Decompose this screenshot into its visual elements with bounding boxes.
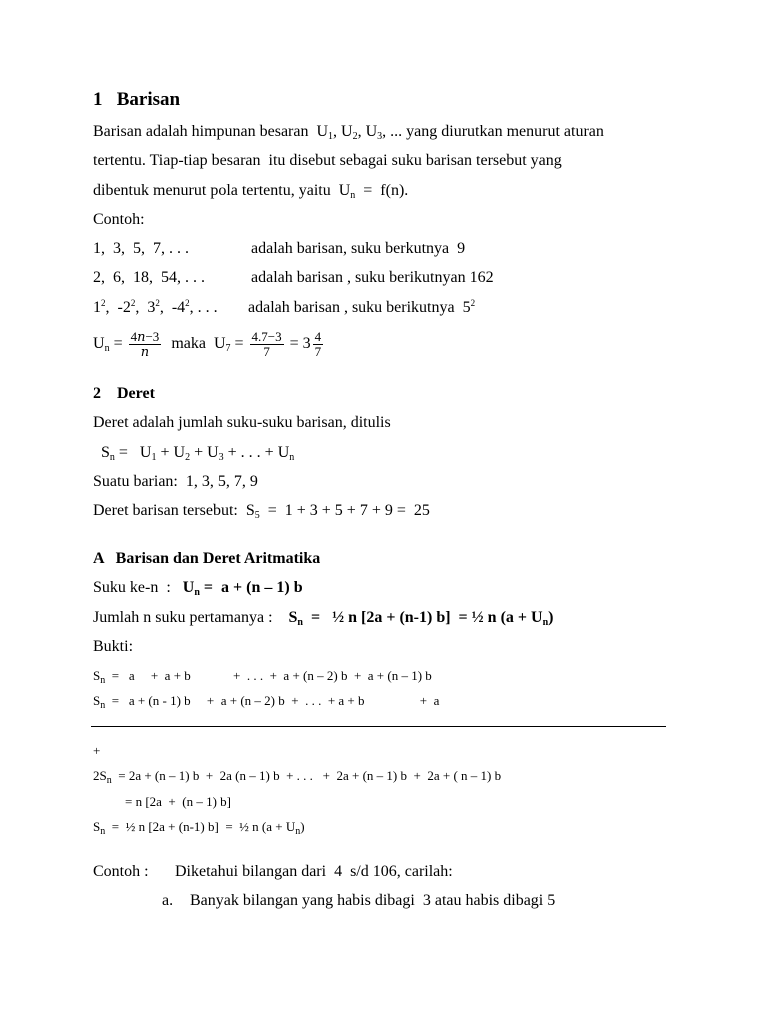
text: S [101,444,110,461]
subscript: n [100,700,106,711]
text: dibentuk menurut pola tertentu, yaitu U [93,182,351,199]
section-title: Deret [117,385,155,402]
formula-line [93,608,553,628]
paragraph-line [93,181,408,201]
example-description [248,298,475,318]
example-description: adalah barisan , suku berikutnyan 162 [251,269,494,286]
subscript: n [289,452,295,463]
text: , -4 [159,299,186,316]
superscript: 2 [185,298,190,308]
example-sequence [93,298,218,318]
subscript: 5 [254,510,260,521]
section-a-heading [93,549,320,569]
fraction-numerator: 4.7−3 [251,328,282,344]
text: = a + (n – 1) b [199,579,303,596]
text: = a + a + b + . . . + a + (n – 2) b + a + (n – 1) b [105,668,432,683]
text: = ½ n [2a + (n-1) b] = ½ n (a + U [105,819,296,834]
subscript: n [104,343,110,354]
subscript: n [100,675,106,686]
text: + U [156,444,186,461]
text: = ½ n [2a + (n-1) b] = ½ n (a + U [302,609,543,626]
proof-line [93,766,501,786]
subscript: n [350,190,356,201]
proof-line: = n [2a + (n – 1) b] [125,794,231,809]
section-number: A [93,550,104,567]
contoh-label: Contoh : [93,863,149,880]
formula [289,609,554,626]
text: ) [300,819,305,834]
proof-line [93,691,439,711]
text: = U [114,444,152,461]
fraction [313,330,324,359]
paragraph-line: tertentu. Tiap-tiap besaran itu disebut sebagai suku barisan tersebut yang [93,152,562,169]
formula-line [93,327,325,361]
paragraph-line [93,122,604,142]
subscript: 3 [218,452,224,463]
proof-line [93,817,305,837]
example-sequence: 2, 6, 18, 54, . . . [93,269,205,286]
section-number: 1 [93,89,103,110]
subscript: n [295,826,301,837]
section-2-heading [93,384,155,404]
contoh-label: Contoh: [93,211,145,228]
subscript: n [194,587,200,598]
text: S [93,819,101,834]
formula-line [93,578,303,598]
plus-sign: + [93,743,101,758]
text: + U [190,444,219,461]
subscript: 1 [151,452,157,463]
text: , U [333,123,353,140]
text: , 3 [135,299,156,316]
subscript: n [297,617,303,628]
list-item-marker: a. [162,892,174,909]
text: S [93,668,101,683]
text: Deret barisan tersebut: S [93,502,255,519]
text: ) [548,609,554,626]
text: maka U [163,335,226,352]
formula-line [101,443,294,463]
text: = a + (n - 1) b + a + (n – 2) b + . . . + a + b + a [105,693,440,708]
contoh-text: Diketahui bilangan dari 4 s/d 106, carilah: [175,863,453,880]
proof-line [93,666,432,686]
section-title: Barisan [116,89,181,110]
fraction-denominator: 𝑛 [140,343,150,359]
text: U [182,579,195,596]
subscript: 7 [225,343,231,354]
section-1-heading [93,90,180,110]
paragraph-line [93,501,430,521]
text: , . . . [189,299,218,316]
text: = 1 + 3 + 5 + 7 + 9 = 25 [259,502,430,519]
text: = 3 [285,335,311,352]
text: Suku ke-n : [93,579,183,596]
fraction [250,330,284,359]
subscript: 3 [377,131,383,142]
subscript: n [100,826,106,837]
example-description: adalah barisan, suku berkutnya 9 [251,240,466,257]
fraction-denominator: 7 [263,343,270,359]
text: S [288,609,298,626]
formula [183,579,303,596]
paragraph-line: Deret adalah jumlah suku-suku barisan, ditulis [93,414,391,431]
text: 1 [93,299,101,316]
text: Barisan adalah himpunan besaran U [93,123,329,140]
text: = [109,335,127,352]
text: S [93,693,101,708]
superscript: 2 [101,298,106,308]
subscript: 1 [328,131,334,142]
subscript: n [109,452,115,463]
fraction [129,330,162,359]
example-sequence: 1, 3, 5, 7, . . . [93,240,189,257]
fraction-numerator: 4𝑛−3 [130,328,160,344]
superscript: 2 [470,298,476,308]
subscript: 2 [185,452,191,463]
text: 2S [93,768,107,783]
fraction-numerator: 4 [314,328,322,344]
text: Jumlah n suku pertamanya : [93,609,289,626]
text: , U [357,123,378,140]
section-title: Barisan dan Deret Aritmatika [115,550,321,567]
sum-divider-line [91,726,666,727]
superscript: 2 [155,298,160,308]
text: , ... yang diurutkan menurut aturan [382,123,604,140]
subscript: n [542,617,549,628]
fraction-denominator: 7 [314,343,322,359]
text: adalah barisan , suku berikutnya 5 [248,299,471,316]
subscript: 2 [352,131,358,142]
text: = f(n). [355,182,409,199]
list-item: Banyak bilangan yang habis dibagi 3 atau habis dibagi 5 [190,892,556,909]
section-number: 2 [93,385,101,402]
text: U [93,335,105,352]
text: + . . . + U [223,444,290,461]
superscript: 2 [130,298,136,308]
text: , -2 [105,299,131,316]
bukti-label: Bukti: [93,638,134,655]
text: = 2a + (n – 1) b + 2a (n – 1) b + . . . + 2a + (n – 1) b + 2a + ( n – 1) b [111,768,502,783]
text: = [230,335,248,352]
subscript: n [106,775,112,786]
paragraph-line: Suatu barian: 1, 3, 5, 7, 9 [93,473,258,490]
